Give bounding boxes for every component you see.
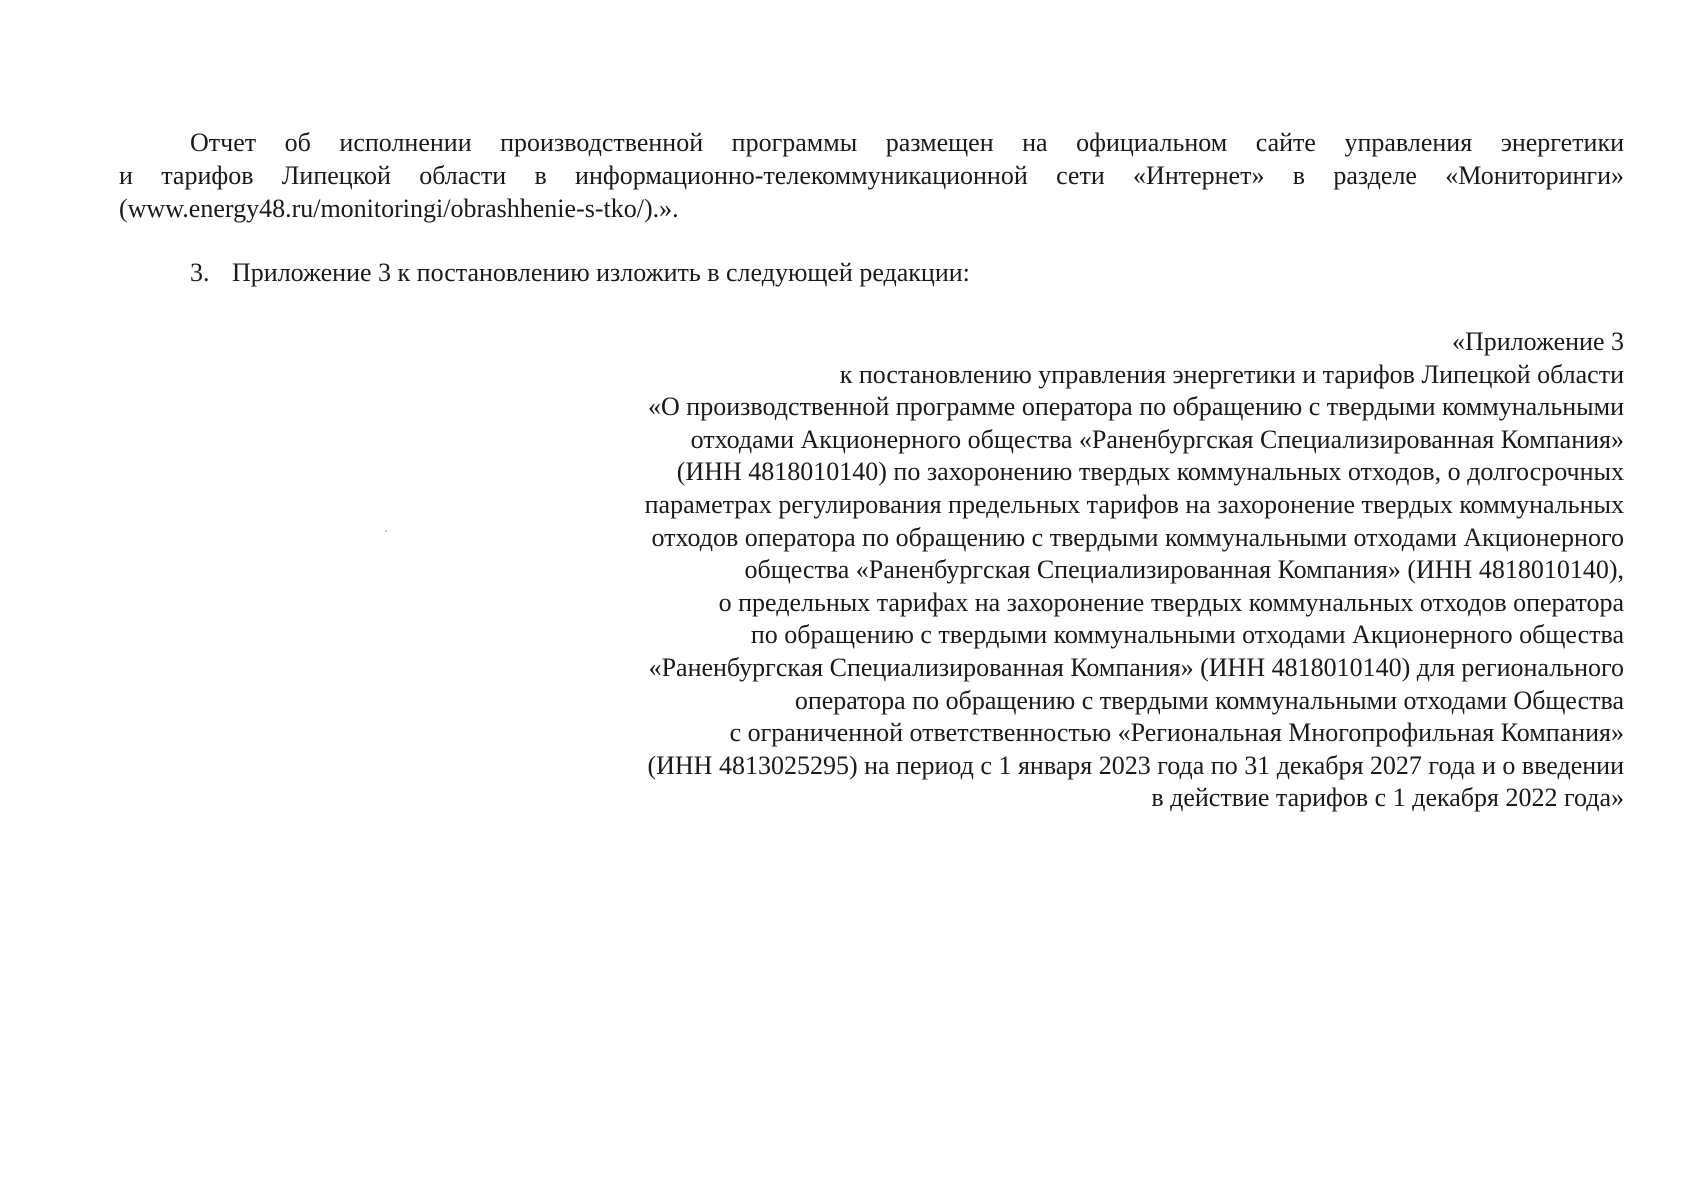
appendix-line: отходов оператора по обращению с твердыми коммунальными отходами Акционерного <box>651 522 1624 552</box>
appendix-line: к постановлению управления энергетики и тарифов Липецкой области <box>839 359 1624 389</box>
list-item-3 <box>190 256 970 289</box>
report-line-1: Отчет об исполнении производственной программы размещен на официальном сайте управления энергетики <box>190 128 1624 157</box>
appendix-line: общества «Раненбургская Специализированная Компания» (ИНН 4818010140), <box>744 555 1624 585</box>
appendix-line: (ИНН 4813025295) на период с 1 января 2023 года по 31 декабря 2027 года и о введении <box>647 750 1624 780</box>
appendix-line: (ИНН 4818010140) по захоронению твердых коммунальных отходов, о долгосрочных <box>676 457 1624 487</box>
appendix-line: отходами Акционерного общества «Раненбургская Специализированная Компания» <box>690 424 1624 454</box>
appendix-line: о предельных тарифах на захоронение твердых коммунальных отходов оператора <box>718 587 1624 617</box>
list-item-number: 3. <box>190 258 210 287</box>
appendix-line: «Раненбургская Специализированная Компания» (ИНН 4818010140) для регионального <box>648 652 1624 682</box>
appendix-line: «Приложение 3 <box>1451 327 1624 356</box>
list-item-text: Приложение 3 к постановлению изложить в следующей редакции: <box>232 258 970 287</box>
appendix-line: в действие тарифов с 1 декабря 2022 года» <box>1151 783 1624 813</box>
appendix-line: оператора по обращению с твердыми коммунальными отходами Общества <box>794 685 1624 715</box>
report-paragraph <box>119 126 1624 225</box>
report-line-2: и тарифов Липецкой области в информационно-телекоммуникационной сети «Интернет» в разделе «Мониторинги» <box>119 161 1624 190</box>
appendix-line: «О производственной программе оператора по обращению с твердыми коммунальными <box>648 392 1624 422</box>
report-line-3: (www.energy48.ru/monitoringi/obrashhenie-s-tko/).». <box>119 194 679 223</box>
appendix-line: по обращению с твердыми коммунальными отходами Акционерного общества <box>750 620 1624 650</box>
appendix-line: параметрах регулирования предельных тарифов на захоронение твердых коммунальных <box>644 489 1624 519</box>
appendix-header <box>424 326 1624 815</box>
scan-speck <box>385 530 387 532</box>
appendix-line: с ограниченной ответственностью «Региональная Многопрофильная Компания» <box>729 718 1624 748</box>
